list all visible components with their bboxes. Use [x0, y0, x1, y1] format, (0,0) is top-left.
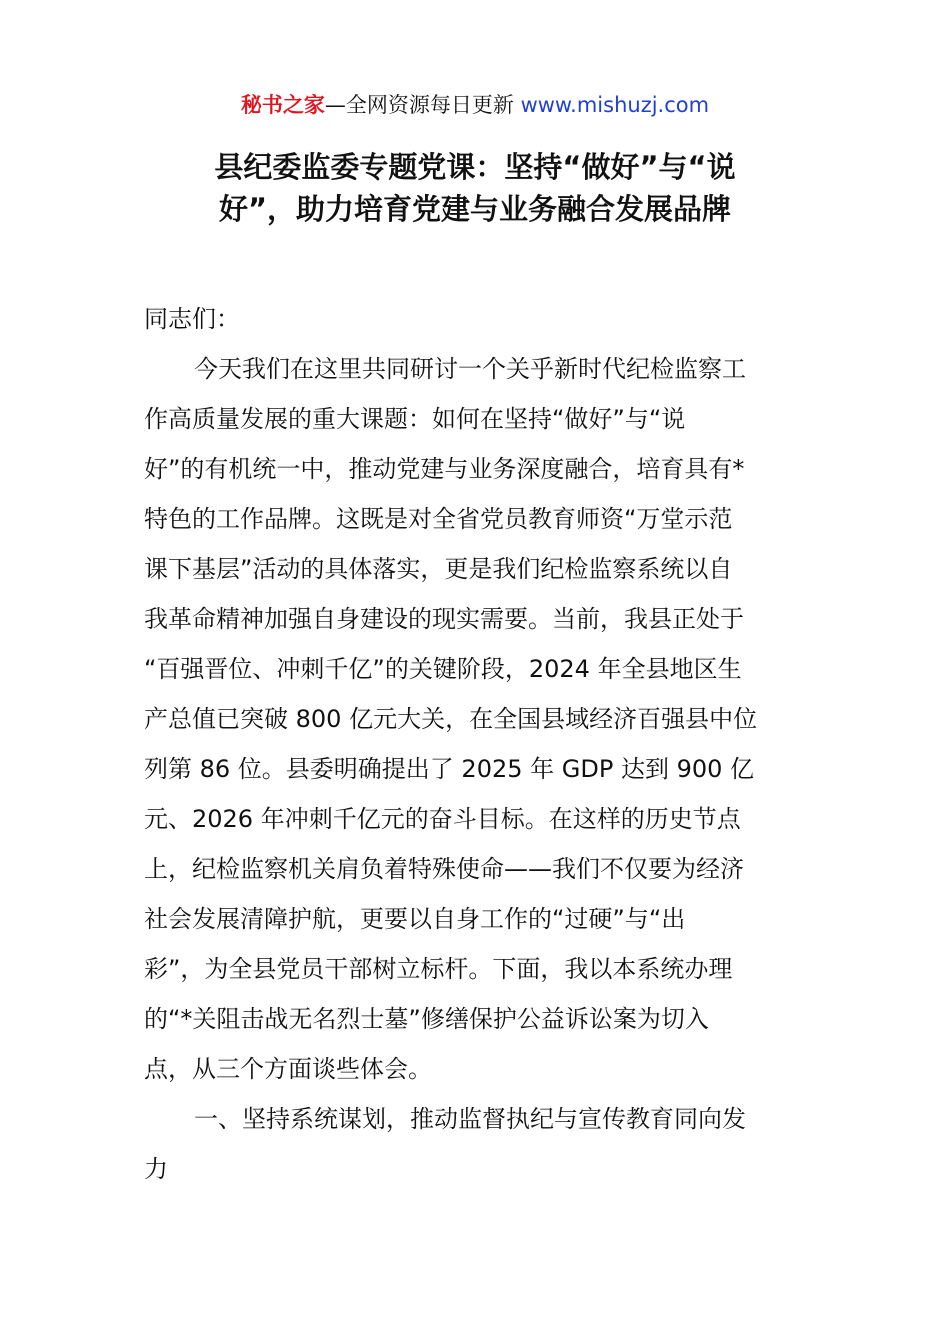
- paragraph-line: 课下基层”活动的具体落实，更是我们纪检监察系统以自: [144, 555, 733, 583]
- paragraph-line: “百强晋位、冲刺千亿”的关键阶段，2024 年全县地区生: [144, 655, 742, 683]
- paragraph-line: 列第 86 位。县委明确提出了 2025 年 GDP 达到 900 亿: [144, 755, 755, 783]
- site-slogan: —全网资源每日更新: [324, 93, 521, 117]
- salutation: 同志们：: [144, 305, 240, 333]
- paragraph-line: 彩”，为全县党员干部树立标杆。下面，我以本系统办理: [144, 955, 733, 983]
- paragraph-line: 作高质量发展的重大课题：如何在坚持“做好”与“说: [144, 405, 686, 433]
- site-brand: 秘书之家: [240, 93, 325, 117]
- section-heading-1: [144, 1094, 814, 1194]
- document-body: [144, 294, 814, 1194]
- paragraph-line: 产总值已突破 800 亿元大关，在全国县域经济百强县中位: [144, 705, 758, 733]
- paragraph-line: 我革命精神加强自身建设的现实需要。当前，我县正处于: [144, 605, 744, 633]
- paragraph-line: 上，纪检监察机关肩负着特殊使命——我们不仅要为经济: [144, 855, 744, 883]
- paragraph-line: 特色的工作品牌。这既是对全省党员教育师资“万堂示范: [144, 505, 733, 533]
- paragraph-line: 的“*关阻击战无名烈士墓”修缮保护公益诉讼案为切入: [144, 1005, 709, 1033]
- section-heading-line: 力: [144, 1155, 168, 1183]
- site-header: [0, 90, 950, 120]
- section-heading-line: 一、坚持系统谋划，推动监督执纪与宣传教育同向发: [194, 1105, 746, 1133]
- paragraph-line: 社会发展清障护航，更要以自身工作的“过硬”与“出: [144, 905, 686, 933]
- document-title: [120, 146, 830, 230]
- title-line-2: 好”，助力培育党建与业务融合发展品牌: [218, 192, 732, 226]
- site-url-link[interactable]: www.mishuzj.com: [520, 93, 710, 117]
- paragraph-line: 好”的有机统一中，推动党建与业务深度融合，培育具有*: [144, 455, 745, 483]
- paragraph-1: [144, 344, 814, 1094]
- paragraph-line: 今天我们在这里共同研讨一个关乎新时代纪检监察工: [194, 355, 746, 383]
- title-line-1: 县纪委监委专题党课：坚持“做好”与“说: [214, 150, 736, 184]
- paragraph-line: 元、2026 年冲刺千亿元的奋斗目标。在这样的历史节点: [144, 805, 741, 833]
- paragraph-line: 点，从三个方面谈些体会。: [144, 1055, 432, 1083]
